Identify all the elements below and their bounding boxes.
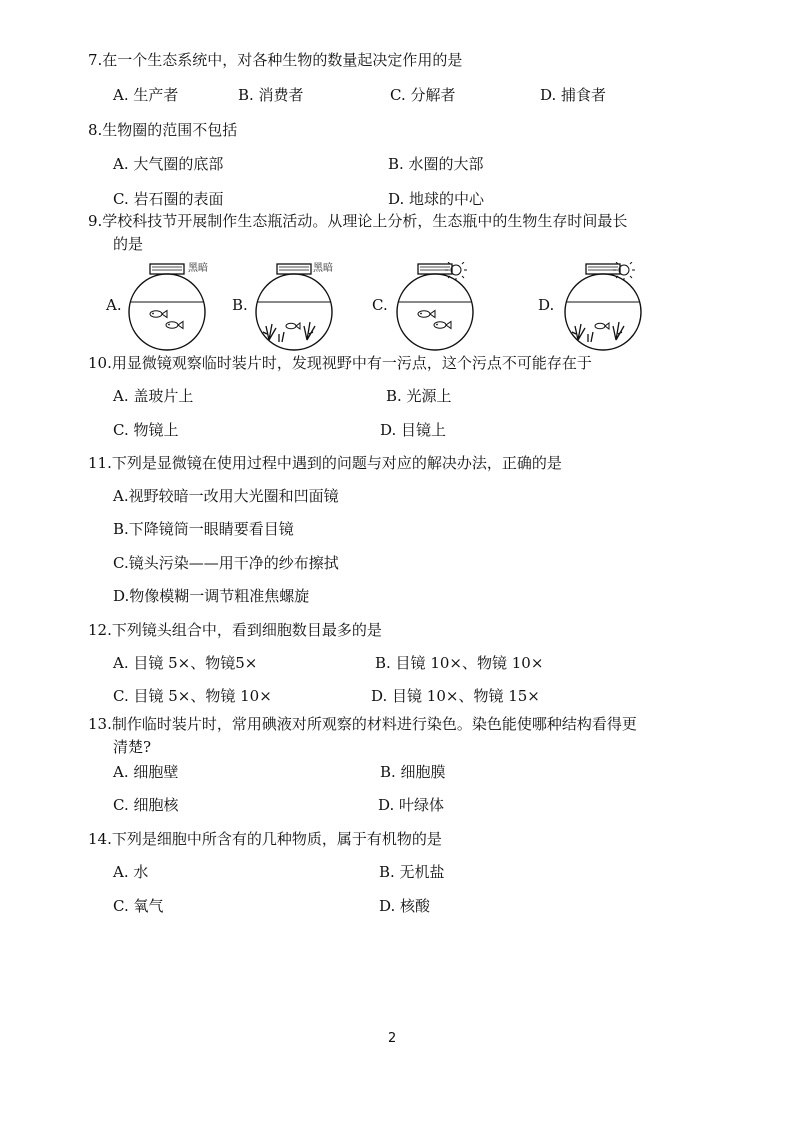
question-13-option-c[interactable]: C. 细胞核: [113, 796, 179, 814]
flask-b-dark-tag: 黑暗: [313, 263, 333, 274]
question-10-option-c[interactable]: C. 物镜上: [113, 421, 179, 439]
question-8-option-c[interactable]: C. 岩石圈的表面: [113, 190, 224, 208]
question-13-option-b[interactable]: B. 细胞膜: [380, 763, 446, 781]
question-11-option-d[interactable]: D.物像模糊一调节粗准焦螺旋: [113, 587, 310, 605]
question-9-option-a[interactable]: A.: [106, 296, 122, 314]
question-11-option-c[interactable]: C.镜头污染——用干净的纱布擦拭: [113, 554, 339, 572]
question-9-option-c[interactable]: C.: [372, 296, 388, 314]
page-number: 2: [388, 1031, 397, 1046]
question-10-stem: 10.用显微镜观察临时装片时，发现视野中有一污点，这个污点不可能存在于: [88, 354, 592, 372]
question-12-option-a[interactable]: A. 目镜 5×、物镜5×: [113, 654, 258, 672]
question-10-option-a[interactable]: A. 盖玻片上: [113, 387, 194, 405]
question-8-option-d[interactable]: D. 地球的中心: [388, 190, 485, 208]
question-10-option-b[interactable]: B. 光源上: [386, 387, 452, 405]
question-8-option-a[interactable]: A. 大气圈的底部: [113, 155, 224, 173]
flask-c[interactable]: [390, 262, 500, 358]
question-12-option-d[interactable]: D. 目镜 10×、物镜 15×: [371, 687, 540, 705]
question-13-stem: 13.制作临时装片时，常用碘液对所观察的材料进行染色。染色能使哪种结构看得更: [88, 715, 637, 733]
flask-a[interactable]: [122, 262, 232, 358]
question-8-stem: 8.生物圈的范围不包括: [88, 121, 238, 139]
question-10-option-d[interactable]: D. 目镜上: [380, 421, 447, 439]
question-14-option-c[interactable]: C. 氧气: [113, 897, 164, 915]
question-11-option-b[interactable]: B.下降镜筒一眼睛要看目镜: [113, 520, 294, 538]
question-9-stem: 9.学校科技节开展制作生态瓶活动。从理论上分析，生态瓶中的生物生存时间最长: [88, 212, 628, 230]
question-7-option-c[interactable]: C. 分解者: [390, 86, 456, 104]
question-12-option-c[interactable]: C. 目镜 5×、物镜 10×: [113, 687, 272, 705]
question-14-option-d[interactable]: D. 核酸: [379, 897, 431, 915]
question-7-stem: 7.在一个生态系统中，对各种生物的数量起决定作用的是: [88, 51, 463, 69]
flask-a-dark-tag: 黑暗: [188, 263, 208, 274]
question-7-option-a[interactable]: A. 生产者: [113, 86, 179, 104]
question-12-option-b[interactable]: B. 目镜 10×、物镜 10×: [375, 654, 544, 672]
question-9-stem-cont: 的是: [113, 235, 144, 253]
question-14-option-a[interactable]: A. 水: [113, 863, 149, 881]
question-14-stem: 14.下列是细胞中所含有的几种物质，属于有机物的是: [88, 830, 442, 848]
question-8-option-b[interactable]: B. 水圈的大部: [388, 155, 484, 173]
question-13-option-d[interactable]: D. 叶绿体: [378, 796, 445, 814]
question-11-option-a[interactable]: A.视野较暗一改用大光圈和凹面镜: [113, 487, 339, 505]
question-11-stem: 11.下列是显微镜在使用过程中遇到的问题与对应的解决办法，正确的是: [88, 454, 562, 472]
question-13-option-a[interactable]: A. 细胞壁: [113, 763, 179, 781]
question-13-stem-cont: 清楚?: [113, 738, 152, 756]
flask-b[interactable]: [249, 262, 359, 358]
question-14-option-b[interactable]: B. 无机盐: [379, 863, 445, 881]
question-12-stem: 12.下列镜头组合中，看到细胞数目最多的是: [88, 621, 382, 639]
question-9-option-b[interactable]: B.: [232, 296, 248, 314]
flask-d[interactable]: [558, 262, 668, 358]
question-9-option-d[interactable]: D.: [538, 296, 555, 314]
question-7-option-b[interactable]: B. 消费者: [238, 86, 304, 104]
question-7-option-d[interactable]: D. 捕食者: [540, 86, 607, 104]
